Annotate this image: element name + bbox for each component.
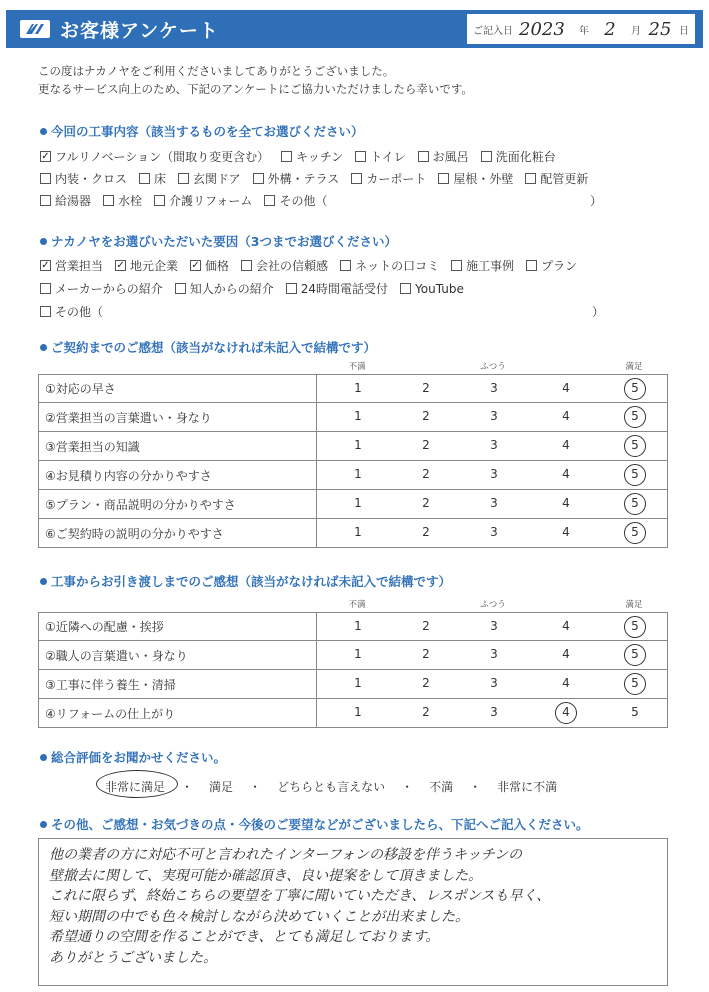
- checkbox-label: 知人からの紹介: [189, 282, 274, 296]
- rating-item-label: ①近隣への配慮・挨拶: [39, 613, 317, 640]
- checkbox-icon[interactable]: [525, 173, 536, 184]
- rating-option-2[interactable]: 2: [422, 705, 430, 719]
- comment-text: [49, 845, 661, 968]
- bullet-icon: [40, 238, 47, 245]
- rating-option-2[interactable]: 2: [422, 467, 430, 481]
- checkbox-icon[interactable]: [340, 260, 351, 271]
- checkbox-option[interactable]: [40, 303, 103, 320]
- rating-option-1[interactable]: 1: [354, 525, 362, 539]
- rating-option-4[interactable]: 4: [562, 619, 570, 633]
- rating-option-3[interactable]: 3: [490, 619, 498, 633]
- checkbox-label: 価格: [205, 259, 230, 273]
- bullet-icon: [40, 821, 47, 828]
- checkbox-icon[interactable]: [418, 151, 429, 162]
- rating-row: [38, 519, 668, 548]
- scale-label: 満足: [625, 600, 643, 610]
- comment-line: 希望通りの空間を作ることができ、とても満足しております。: [49, 929, 440, 945]
- rating-option-2[interactable]: 2: [422, 496, 430, 510]
- checkbox-label: 屋根・外壁: [453, 172, 514, 186]
- bullet-icon: [40, 128, 47, 135]
- rating-row: [38, 461, 668, 490]
- rating-row: [38, 612, 668, 641]
- checkbox-icon[interactable]: [103, 195, 114, 206]
- scale-label: ふつう: [480, 600, 506, 610]
- checkbox-label: 施工事例: [466, 259, 515, 273]
- q2-title-text: ナカノヤをお選びいただいた要因（3つまでお選びください）: [51, 234, 397, 249]
- year-unit: 年: [579, 25, 589, 37]
- q3-title-text: ご契約までのご感想（該当がなければ未記入で結構です）: [51, 340, 377, 355]
- comment-line: これに限らず、終始こちらの要望を丁寧に聞いていただき、レスポンスも早く、: [49, 888, 551, 904]
- checkbox-option[interactable]: [438, 170, 513, 187]
- rating-option-2[interactable]: 2: [422, 381, 430, 395]
- close-paren: ）: [592, 305, 605, 319]
- rating-option-3[interactable]: 3: [490, 705, 498, 719]
- checkbox-option[interactable]: [400, 280, 464, 297]
- rating-item-label: ②職人の言葉遣い・身なり: [39, 641, 317, 669]
- rating-option-4[interactable]: 4: [562, 525, 570, 539]
- checkbox-option[interactable]: [154, 192, 252, 209]
- month-unit: 月: [631, 25, 641, 37]
- checkbox-row: [40, 192, 339, 209]
- rating-option-2[interactable]: 2: [422, 647, 430, 661]
- checkbox-label: 地元企業: [130, 259, 179, 273]
- checkbox-option[interactable]: [418, 148, 469, 165]
- rating-option-5[interactable]: 5: [631, 409, 639, 423]
- checkbox-icon[interactable]: [40, 173, 51, 184]
- q6-title: [40, 815, 589, 833]
- rating-option-3[interactable]: 3: [490, 381, 498, 395]
- checkbox-label: 介護リフォーム: [169, 194, 253, 208]
- comment-line: 他の業者の方に対応不可と言われたインターフォンの移設を伴うキッチンの: [49, 847, 523, 863]
- rating-row: [38, 641, 668, 670]
- q2-title: [40, 232, 397, 250]
- checkbox-label: 会社の信頼感: [256, 259, 329, 273]
- checkbox-label: 洗面化粧台: [495, 150, 556, 164]
- overall-option[interactable]: どちらとも言えない: [277, 780, 386, 794]
- rating-option-1[interactable]: 1: [354, 381, 362, 395]
- rating-option-2[interactable]: 2: [422, 409, 430, 423]
- rating-row: [38, 374, 668, 403]
- overall-option[interactable]: 不満: [429, 780, 454, 794]
- checkbox-icon[interactable]: [40, 306, 51, 317]
- rating-option-5[interactable]: 5: [631, 438, 639, 452]
- checkbox-label: YouTube: [415, 281, 464, 296]
- rating-row: [38, 432, 668, 461]
- comment-line: ありがとうございました。: [49, 949, 217, 966]
- q5-title: [40, 748, 226, 766]
- checkbox-label: 給湯器: [55, 194, 92, 208]
- checkbox-row: [40, 148, 568, 165]
- checkbox-option[interactable]: [451, 257, 514, 274]
- rating-option-2[interactable]: 2: [422, 619, 430, 633]
- intro-line-1: この度はナカノヤをご利用くださいましてありがとうございました。: [38, 64, 395, 78]
- separator: ・: [249, 780, 262, 794]
- overall-option[interactable]: 満足: [209, 780, 234, 794]
- date-year: 2023: [519, 18, 565, 40]
- checkbox-icon[interactable]: [351, 173, 362, 184]
- rating-option-2[interactable]: 2: [422, 525, 430, 539]
- q4-title-text: 工事からお引き渡しまでのご感想（該当がなければ未記入で結構です）: [51, 574, 452, 589]
- checkbox-icon[interactable]: [281, 151, 292, 162]
- rating-row: [38, 403, 668, 432]
- rating-option-1[interactable]: 1: [354, 676, 362, 690]
- rating-option-5[interactable]: 5: [631, 496, 639, 510]
- checkbox-label: キッチン: [296, 150, 344, 164]
- checkbox-option[interactable]: [40, 280, 163, 297]
- separator: ・: [469, 780, 482, 794]
- checked-box-icon[interactable]: ✓: [191, 259, 200, 271]
- rating-option-3[interactable]: 3: [490, 467, 498, 481]
- checkbox-icon[interactable]: [451, 260, 462, 271]
- checkbox-option[interactable]: [281, 148, 343, 165]
- rating-option-3[interactable]: 3: [490, 496, 498, 510]
- rating-item-label: ①対応の早さ: [39, 375, 317, 402]
- checkbox-icon[interactable]: [481, 151, 492, 162]
- rating-option-4[interactable]: 4: [562, 496, 570, 510]
- separator: ・: [181, 780, 194, 794]
- checkbox-label: ネットの口コミ: [355, 259, 440, 273]
- checkbox-option[interactable]: [103, 192, 142, 209]
- checkbox-icon[interactable]: [253, 173, 264, 184]
- rating-option-5[interactable]: 5: [631, 705, 639, 719]
- rating-option-4[interactable]: 4: [562, 647, 570, 661]
- rating-option-1[interactable]: 1: [354, 496, 362, 510]
- rating-option-2[interactable]: 2: [422, 438, 430, 452]
- checkbox-icon[interactable]: [241, 260, 252, 271]
- q1-title-text: 今回の工事内容（該当するものを全てお選びください）: [51, 124, 364, 139]
- rating-option-3[interactable]: 3: [490, 409, 498, 423]
- rating-option-1[interactable]: 1: [354, 705, 362, 719]
- rating-option-1[interactable]: 1: [354, 467, 362, 481]
- checkbox-option[interactable]: [139, 170, 166, 187]
- selected-circle: [555, 702, 577, 724]
- rating-item-label: ④お見積り内容の分かりやすさ: [39, 461, 317, 489]
- checkbox-icon[interactable]: [438, 173, 449, 184]
- selected-circle: [624, 616, 646, 638]
- checkbox-icon[interactable]: [400, 283, 411, 294]
- rating-option-4[interactable]: 4: [562, 467, 570, 481]
- checkbox-label: 水栓: [118, 194, 143, 208]
- scale-label: 不満: [348, 600, 366, 610]
- rating-option-1[interactable]: 1: [354, 647, 362, 661]
- checkbox-icon[interactable]: [175, 283, 186, 294]
- checkbox-option[interactable]: [351, 170, 426, 187]
- rating-option-5[interactable]: 5: [631, 381, 639, 395]
- comment-line: 壁撤去に関して、実現可能か確認頂き、良い提案をして頂きました。: [49, 867, 483, 884]
- selected-circle: [624, 378, 646, 400]
- checkbox-option[interactable]: [40, 148, 269, 165]
- rating-row: [38, 670, 668, 699]
- checkbox-row: [40, 280, 476, 297]
- rating-option-4[interactable]: 4: [562, 705, 570, 719]
- rating-option-4[interactable]: 4: [562, 409, 570, 423]
- checkbox-label: 床: [154, 172, 167, 186]
- bullet-icon: [40, 754, 47, 761]
- checkbox-option[interactable]: [525, 170, 588, 187]
- rating-option-4[interactable]: 4: [562, 438, 570, 452]
- rating-item-label: ③工事に伴う養生・清掃: [39, 670, 317, 698]
- checkbox-label: フルリノベーション（間取り変更含む）: [55, 150, 270, 164]
- checkbox-label: 玄関ドア: [193, 172, 241, 186]
- intro-text: [38, 62, 473, 98]
- rating-option-3[interactable]: 3: [490, 525, 498, 539]
- rating-row: [38, 490, 668, 519]
- rating-option-5[interactable]: 5: [631, 619, 639, 633]
- checkbox-label: 24時間電話受付: [300, 282, 389, 296]
- scale-label: 不満: [348, 362, 366, 372]
- rating-item-label: ②営業担当の言葉遣い・身なり: [39, 403, 317, 431]
- q1-title: [40, 122, 364, 140]
- checkbox-label: 外構・テラス: [267, 172, 340, 186]
- checkbox-option[interactable]: [115, 257, 178, 274]
- close-paren: ）: [590, 194, 603, 208]
- selected-circle: [624, 644, 646, 666]
- company-logo-icon: [20, 20, 50, 38]
- rating-option-5[interactable]: 5: [631, 467, 639, 481]
- checked-box-icon[interactable]: ✓: [41, 259, 50, 271]
- scale-header: [38, 598, 668, 612]
- selected-rating-circle: [96, 770, 178, 798]
- rating-row: [38, 699, 668, 728]
- checkbox-option[interactable]: [190, 257, 229, 274]
- rating-option-1[interactable]: 1: [354, 438, 362, 452]
- checkbox-icon[interactable]: [40, 283, 51, 294]
- checkbox-option[interactable]: [264, 192, 327, 209]
- checkbox-option[interactable]: [241, 257, 328, 274]
- checkbox-label: 営業担当: [55, 259, 104, 273]
- checkbox-icon[interactable]: [286, 283, 297, 294]
- bullet-icon: [40, 344, 47, 351]
- rating-option-5[interactable]: 5: [631, 647, 639, 661]
- q5-title-text: 総合評価をお聞かせください。: [51, 750, 227, 765]
- checkbox-icon[interactable]: [264, 195, 275, 206]
- day-unit: 日: [679, 25, 689, 37]
- checkbox-option[interactable]: [286, 280, 388, 297]
- selected-circle: [624, 464, 646, 486]
- q6-title-text: その他、ご感想・お気づきの点・今後のご要望などがございましたら、下記へご記入ください。: [51, 817, 589, 832]
- rating-option-4[interactable]: 4: [562, 381, 570, 395]
- rating-option-3[interactable]: 3: [490, 438, 498, 452]
- checkbox-icon[interactable]: [154, 195, 165, 206]
- checkbox-icon[interactable]: [355, 151, 366, 162]
- overall-option[interactable]: 非常に満足: [105, 780, 166, 794]
- date-label: ご記入日: [473, 25, 513, 37]
- date-field[interactable]: [467, 14, 695, 44]
- checkbox-option[interactable]: [355, 148, 405, 165]
- checkbox-label: お風呂: [432, 150, 469, 164]
- selected-circle: [624, 673, 646, 695]
- comment-line: 短い期間の中でも色々検討しながら決めていくことが出来ました。: [49, 908, 469, 925]
- checkbox-label: その他（: [279, 194, 328, 208]
- checkbox-row: [40, 303, 115, 320]
- checkbox-label: メーカーからの紹介: [55, 282, 163, 296]
- header-bar: [6, 10, 703, 48]
- rating-option-3[interactable]: 3: [490, 676, 498, 690]
- separator: ・: [401, 780, 414, 794]
- rating-item-label: ③営業担当の知識: [39, 432, 317, 460]
- checkbox-option[interactable]: [178, 170, 241, 187]
- checkbox-label: トイレ: [370, 150, 406, 164]
- checkbox-icon[interactable]: [139, 173, 150, 184]
- page-title: お客様アンケート: [60, 19, 219, 42]
- rating-option-5[interactable]: 5: [631, 525, 639, 539]
- checked-box-icon[interactable]: ✓: [41, 150, 50, 162]
- selected-circle: [624, 435, 646, 457]
- checkbox-icon[interactable]: [178, 173, 189, 184]
- q4-rating-table: [38, 598, 668, 728]
- checkbox-option[interactable]: [175, 280, 274, 297]
- bullet-icon: [40, 578, 47, 585]
- scale-header: [38, 360, 668, 374]
- checkbox-row: [40, 257, 589, 274]
- rating-option-4[interactable]: 4: [562, 676, 570, 690]
- selected-circle: [624, 493, 646, 515]
- date-month: 2: [604, 18, 616, 40]
- q4-title: [40, 572, 451, 590]
- checked-box-icon[interactable]: ✓: [116, 259, 125, 271]
- scale-label: 満足: [625, 362, 643, 372]
- checkbox-option[interactable]: [40, 170, 127, 187]
- checkbox-label: その他（: [55, 305, 104, 319]
- rating-option-3[interactable]: 3: [490, 647, 498, 661]
- checkbox-label: プラン: [541, 259, 578, 273]
- scale-label: ふつう: [480, 362, 506, 372]
- comment-textarea[interactable]: [38, 838, 668, 986]
- checkbox-option[interactable]: [253, 170, 340, 187]
- checkbox-option[interactable]: [40, 257, 103, 274]
- intro-line-2: 更なるサービス向上のため、下記のアンケートにご協力いただけましたら幸いです。: [38, 82, 473, 96]
- selected-circle: [624, 406, 646, 428]
- checkbox-row: [40, 170, 600, 187]
- checkbox-label: カーポート: [366, 172, 427, 186]
- rating-item-label: ⑥ご契約時の説明の分かりやすさ: [39, 519, 317, 547]
- checkbox-option[interactable]: [40, 192, 91, 209]
- overall-option[interactable]: 非常に不満: [497, 780, 558, 794]
- rating-item-label: ⑤プラン・商品説明の分かりやすさ: [39, 490, 317, 518]
- checkbox-icon[interactable]: [526, 260, 537, 271]
- checkbox-label: 配管更新: [540, 172, 589, 186]
- rating-option-1[interactable]: 1: [354, 619, 362, 633]
- q3-title: [40, 338, 376, 356]
- checkbox-option[interactable]: [340, 257, 439, 274]
- checkbox-label: 内装・クロス: [55, 172, 128, 186]
- rating-option-2[interactable]: 2: [422, 676, 430, 690]
- rating-item-label: ④リフォームの仕上がり: [39, 699, 317, 727]
- selected-circle: [624, 522, 646, 544]
- checkbox-option[interactable]: [481, 148, 556, 165]
- checkbox-option[interactable]: [526, 257, 577, 274]
- date-day: 25: [648, 18, 672, 40]
- rating-option-5[interactable]: 5: [631, 676, 639, 690]
- q3-rating-table: [38, 360, 668, 548]
- checkbox-icon[interactable]: [40, 195, 51, 206]
- rating-option-1[interactable]: 1: [354, 409, 362, 423]
